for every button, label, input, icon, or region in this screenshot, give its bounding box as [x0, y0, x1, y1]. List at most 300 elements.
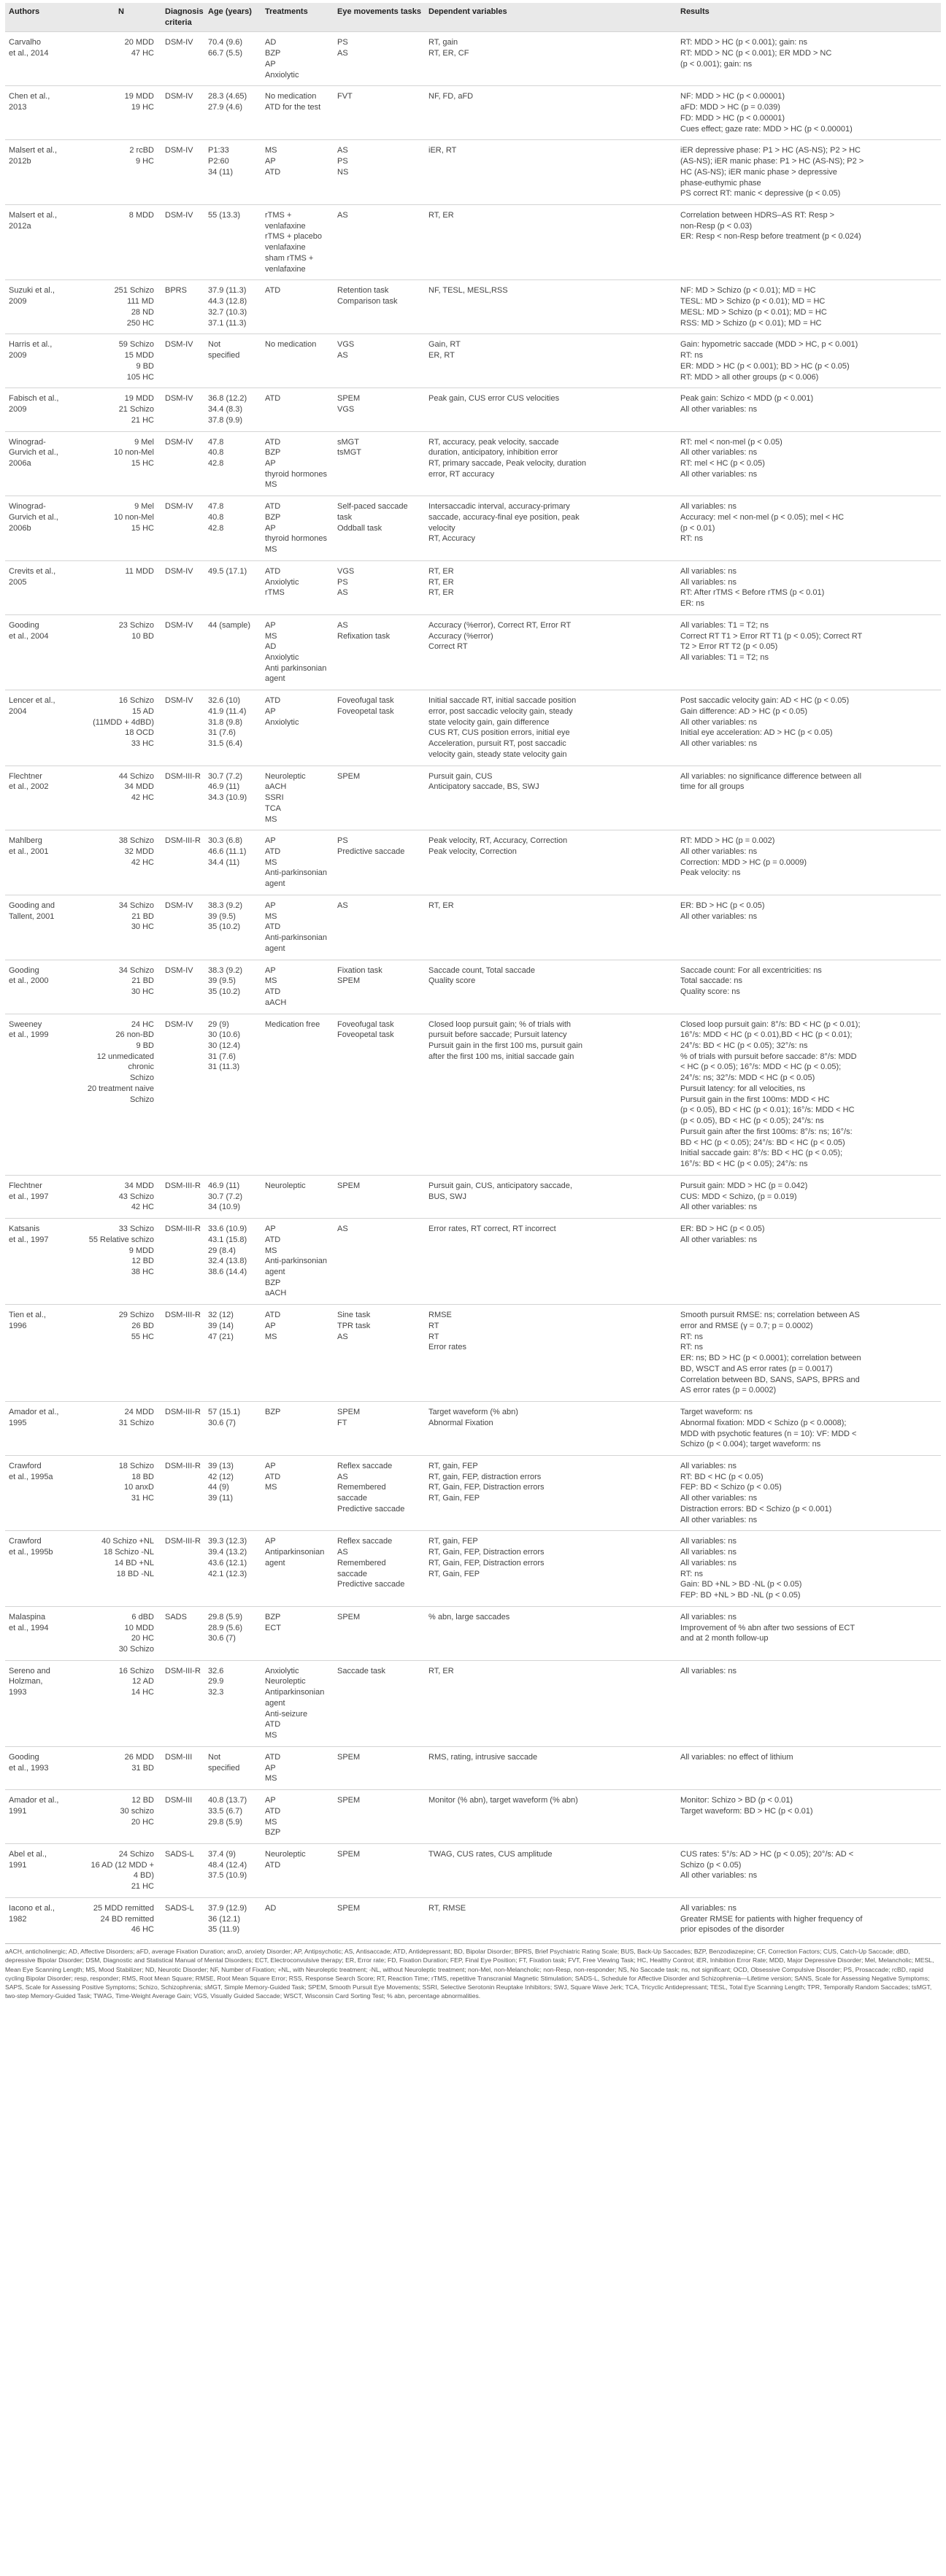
cell-dependent-variables-line: Error rates: [428, 1343, 466, 1352]
cell-results-line: aFD: MDD > HC (p = 0.039): [680, 103, 780, 112]
cell-age: [204, 86, 261, 140]
cell-dependent-variables: [425, 1014, 677, 1175]
cell-results-line: Total saccade: ns: [680, 976, 742, 986]
cell-authors-line: Gurvich et al.,: [9, 448, 58, 458]
cell-authors-line: 1996: [9, 1321, 27, 1330]
cell-authors-line: Tallent, 2001: [9, 911, 55, 921]
cell-age-line: 30.6 (7): [208, 1634, 236, 1643]
cell-dependent-variables: [425, 690, 677, 766]
cell-dependent-variables-line: RT, Gain, FEP: [428, 1494, 480, 1503]
cell-age-line: specified: [208, 351, 240, 360]
cell-age-line: 34 (10.9): [208, 1203, 241, 1212]
cell-results-line: PS correct RT: manic < depressive (p < 0.05): [680, 189, 841, 198]
cell-results-line: All other variables: ns: [680, 911, 758, 921]
cell-results-line: Closed loop pursuit gain: 8°/s: BD < HC (p < 0.01);: [680, 1019, 861, 1029]
cell-results-line: Pursuit latency: for all velocities, ns: [680, 1084, 806, 1093]
cell-tasks: [334, 895, 425, 960]
cell-tasks-line: Self-paced saccade: [337, 502, 408, 512]
cell-age: [204, 1219, 261, 1305]
cell-results-line: All other variables: ns: [680, 448, 758, 458]
cell-dependent-variables-line: after the first 100 ms, initial saccade gain: [428, 1052, 574, 1061]
cell-authors-line: 1991: [9, 1860, 27, 1870]
table-row: [5, 560, 941, 614]
cell-treatments-line: AP: [265, 620, 276, 630]
cell-authors-line: Gooding: [9, 1752, 39, 1762]
cell-diagnosis-line: DSM-IV: [165, 146, 193, 155]
cell-treatments-line: Anti parkinsonian: [265, 663, 327, 673]
cell-tasks-line: PS: [337, 157, 348, 166]
cell-results: [677, 1790, 941, 1844]
table-row: [5, 960, 941, 1014]
cell-n-line: 21 BD: [131, 976, 154, 986]
cell-treatments-line: agent: [265, 1267, 285, 1276]
cell-dependent-variables: [425, 280, 677, 334]
cell-n-line: 31 HC: [131, 1494, 154, 1503]
cell-n-line: 40 Schizo +NL: [101, 1537, 154, 1546]
cell-dependent-variables: [425, 830, 677, 895]
cell-dependent-variables-line: RT, gain, FEP, distraction errors: [428, 1472, 542, 1481]
cell-tasks: [334, 1844, 425, 1898]
table-row: [5, 1455, 941, 1530]
cell-results: [677, 1897, 941, 1940]
cell-results-line: All variables: ns: [680, 1612, 737, 1621]
cell-results-line: RT: ns: [680, 1343, 703, 1352]
cell-results: [677, 614, 941, 690]
cell-tasks: [334, 1897, 425, 1940]
cell-age: [204, 1790, 261, 1844]
cell-results-line: All other variables: ns: [680, 847, 758, 856]
cell-tasks: [334, 690, 425, 766]
cell-authors: [5, 496, 81, 561]
table-footnote: aACH, anticholinergic; AD, Affective Disorders; aFD, average Fixation Duration; anxD, anxiety Disorder; AP, Antipsychotic; AS, Antisaccade; ATD, Antidepressant; BD, Bipolar Disorder; BPRS, Brief Psychiatric Rating Scale; BUS, Back-Up Saccades; BZP, Benzodiazepine; CF, Correction Factors; CUS, Catch-Up Saccade; dBD, depressive Bipolar Disorder; DSM, Diagnostic and Statistical Manual of Mental Disorders; ECT, Electroconvulsive therapy; ER, Error rate; FD, Fixation Duration; FEP, Final Eye Position; FT, Fixation task; FVT, Free Viewing Task; HC, Healthy Control; iER, Inhibition Error Rate; MDD, Major Depressive Disorder; Mel, Melancholic; MESL, Mean Eye Scanning Length; MS, Mood Stabilizer; ND, Neurotic Disorder; NF, Number of Fixation; +NL, with Neuroleptic treatment; -NL, without Neuroleptic treatment; non-Mel, non-Melancholic; non-Resp, non-responder; NS, No Saccade task; ns, not significant; OCD, Obsessive Compulsive Disorder; PS, Prosaccade; rcBD, rapid cycling Bipolar Disorder; resp, responder; RMS, Root Mean Square; RMSE, Root Mean Square Error; RSS, Response Search Score; RT, Reaction Time; rTMS, repetitive Transcranial Magnetic Stimulation; SADS-L, Schedule for Affective Disorder and Schizophrenia—Lifetime version; SANS, Scale for Assessing Negative Symptoms; SAPS, Scale for Assessing Positive Symptoms; Schizo, Schizophrenia; sMGT, Simple Memory-Guided Task; SPEM, Smooth Pursuit Eye Movements; SSRI, Selective Serotonin Reuptake Inhibitors; SWJ, Square Wave Jerk; TCA, Tricyclic Antidepressant; TESL, Total Eye Scanning Length; TPR, Temporally Random Saccades; tsMGT, two-step Memory-Guided Task; TWAG, Time-Weight Average Gain; VGS, Visually Guided Saccade; WSCT, Wisconsin Card Sorting Test; % abn, percentage abnormalities.: [5, 1943, 941, 2000]
cell-diagnosis-line: DSM-III-R: [165, 1537, 201, 1546]
cell-age: [204, 1606, 261, 1660]
cell-results-line: ER: BD > HC (p < 0.05): [680, 1225, 765, 1234]
cell-authors-line: 1993: [9, 1688, 27, 1697]
cell-diagnosis: [161, 1790, 204, 1844]
table-row: [5, 1790, 941, 1844]
table-row: [5, 1402, 941, 1456]
cell-authors-line: et al., 2014: [9, 49, 49, 58]
cell-treatments-line: sham rTMS +: [265, 253, 314, 263]
cell-authors-line: Winograd-: [9, 502, 46, 512]
cell-n-line: 16 Schizo: [118, 696, 154, 706]
cell-n-line: 15 AD: [132, 706, 154, 716]
cell-n-line: 30 Schizo: [118, 1645, 154, 1654]
cell-treatments-line: Anxiolytic: [265, 652, 299, 662]
cell-authors-line: Chen et al.,: [9, 92, 50, 101]
cell-dependent-variables-line: error, RT accuracy: [428, 469, 495, 479]
table-row: [5, 1305, 941, 1402]
cell-tasks: [334, 140, 425, 205]
cell-diagnosis-line: DSM-IV: [165, 1019, 193, 1029]
cell-diagnosis: [161, 1402, 204, 1456]
cell-results-line: Accuracy: mel < non-mel (p < 0.05); mel < HC: [680, 512, 845, 522]
cell-tasks-line: Sine task: [337, 1311, 371, 1320]
cell-diagnosis: [161, 496, 204, 561]
cell-treatments: [261, 766, 334, 830]
cell-tasks-line: Predictive saccade: [337, 1580, 405, 1589]
header-results: Results: [677, 3, 941, 32]
cell-treatments-line: Anxiolytic: [265, 717, 299, 727]
cell-age-line: Not: [208, 340, 221, 350]
cell-results-line: All other variables: ns: [680, 405, 758, 414]
cell-results-line: ER: Resp < non-Resp before treatment (p < 0.024): [680, 232, 861, 242]
cell-tasks-line: SPEM: [337, 1612, 361, 1621]
table-row: [5, 614, 941, 690]
cell-treatments-line: TCA: [265, 803, 281, 813]
cell-tasks: [334, 830, 425, 895]
cell-results-line: RT: mel < non-mel (p < 0.05): [680, 437, 782, 447]
cell-age-line: 48.4 (12.4): [208, 1860, 247, 1870]
cell-authors: [5, 614, 81, 690]
cell-diagnosis-line: DSM-IV: [165, 502, 193, 512]
cell-age: [204, 32, 261, 86]
cell-n-line: 18 BD -NL: [116, 1569, 154, 1578]
cell-age-line: 43.6 (12.1): [208, 1558, 247, 1567]
cell-tasks-line: AS: [337, 620, 348, 630]
cell-n-line: 34 Schizo: [118, 901, 154, 910]
cell-tasks-line: SPEM: [337, 1408, 361, 1417]
cell-n-line: (11MDD + 4dBD): [93, 717, 154, 727]
header-age: Age (years): [204, 3, 261, 32]
cell-results-line: ER: BD > HC (p < 0.05): [680, 901, 765, 910]
cell-n: [81, 205, 161, 280]
cell-dependent-variables: [425, 895, 677, 960]
cell-results-line: Peak velocity: ns: [680, 868, 741, 878]
table-row: [5, 830, 941, 895]
cell-n: [81, 960, 161, 1014]
cell-n-line: 42 HC: [131, 1203, 154, 1212]
cell-tasks: [334, 560, 425, 614]
cell-treatments: [261, 960, 334, 1014]
cell-treatments: [261, 496, 334, 561]
cell-diagnosis: [161, 1305, 204, 1402]
cell-results-line: TESL: MD > Schizo (p < 0.01); MD = HC: [680, 297, 826, 306]
cell-diagnosis: [161, 388, 204, 431]
cell-results-line: Distraction errors: BD < Schizo (p < 0.001): [680, 1504, 832, 1513]
cell-age-line: 36 (12.1): [208, 1914, 241, 1924]
cell-authors: [5, 766, 81, 830]
cell-results-line: Initial saccade gain: 8°/s: BD < HC (p < 0.05);: [680, 1149, 843, 1158]
cell-n-line: Schizo: [129, 1073, 154, 1083]
cell-diagnosis: [161, 560, 204, 614]
cell-tasks: [334, 960, 425, 1014]
cell-results-line: RT: MDD > HC (p = 0.002): [680, 836, 775, 846]
cell-n: [81, 1660, 161, 1746]
header-eye-movements-tasks: Eye movements tasks: [334, 3, 425, 32]
cell-dependent-variables-line: BUS, SWJ: [428, 1192, 466, 1201]
cell-age-line: 32.4 (13.8): [208, 1257, 247, 1266]
cell-results-line: BD < HC (p < 0.05); 24°/s: BD < HC (p < 0.05): [680, 1138, 845, 1147]
cell-dependent-variables-line: Pursuit gain in the first 100 ms, pursuit gain: [428, 1041, 582, 1051]
cell-tasks-line: SPEM: [337, 771, 361, 781]
cell-age-line: 35 (10.2): [208, 922, 241, 932]
cell-n-line: 42 HC: [131, 793, 154, 803]
cell-treatments: [261, 334, 334, 388]
cell-diagnosis: [161, 334, 204, 388]
cell-authors: [5, 86, 81, 140]
cell-tasks-line: VGS: [337, 405, 355, 414]
cell-treatments-line: rTMS + venlafaxine: [265, 211, 306, 231]
cell-dependent-variables-line: CUS RT, CUS position errors, initial eye: [428, 728, 570, 738]
cell-dependent-variables-line: Target waveform (% abn): [428, 1408, 518, 1417]
cell-dependent-variables-line: RT, accuracy, peak velocity, saccade: [428, 437, 559, 447]
cell-tasks-line: VGS: [337, 566, 355, 576]
cell-results-line: prior episodes of the disorder: [680, 1925, 785, 1935]
cell-age-line: 36.8 (12.2): [208, 394, 247, 404]
cell-dependent-variables-line: RT, ER: [428, 577, 454, 587]
cell-tasks-line: Reflex saccade: [337, 1537, 393, 1546]
cell-age-line: 47.8: [208, 437, 224, 447]
cell-n: [81, 766, 161, 830]
cell-treatments-line: agent: [265, 879, 285, 889]
cell-results-line: Improvement of % abn after two sessions of ECT: [680, 1623, 855, 1632]
cell-n: [81, 86, 161, 140]
cell-results: [677, 496, 941, 561]
cell-treatments-line: MS: [265, 814, 277, 824]
cell-n-line: 20 HC: [131, 1634, 154, 1643]
cell-authors-line: Fabisch et al.,: [9, 394, 59, 404]
cell-results-line: All variables: T1 = T2; ns: [680, 652, 769, 662]
cell-authors: [5, 1219, 81, 1305]
cell-age-line: 37.9 (12.9): [208, 1903, 247, 1913]
cell-tasks-line: SPEM: [337, 1181, 361, 1190]
cell-authors: [5, 1402, 81, 1456]
cell-results-line: Correlation between HDRS–AS RT: Resp >: [680, 211, 835, 220]
cell-age: [204, 1014, 261, 1175]
cell-tasks-line: AS: [337, 588, 348, 598]
cell-tasks: [334, 1660, 425, 1746]
cell-results-line: HC (AS-NS); iER manic phase > depressive: [680, 167, 837, 177]
cell-age-line: 30.7 (7.2): [208, 771, 243, 781]
cell-authors-line: Malaspina: [9, 1612, 46, 1621]
cell-dependent-variables: [425, 1790, 677, 1844]
cell-authors: [5, 830, 81, 895]
cell-results: [677, 205, 941, 280]
cell-authors: [5, 140, 81, 205]
cell-results-line: FEP: BD +NL > BD -NL (p < 0.05): [680, 1591, 801, 1600]
cell-tasks-line: NS: [337, 167, 349, 177]
table-row: [5, 140, 941, 205]
cell-dependent-variables-line: Error rates, RT correct, RT incorrect: [428, 1225, 556, 1234]
cell-tasks-line: tsMGT: [337, 448, 361, 458]
cell-diagnosis: [161, 960, 204, 1014]
cell-treatments: [261, 614, 334, 690]
cell-results-line: Pursuit gain after the first 100ms: 8°/s: ns; 16°/s:: [680, 1127, 853, 1136]
cell-tasks-line: AS: [337, 351, 348, 360]
cell-dependent-variables-line: Accuracy (%error): [428, 631, 493, 641]
cell-age-line: 28.3 (4.65): [208, 92, 247, 101]
cell-age-line: 44 (9): [208, 1483, 229, 1492]
cell-treatments-line: Neuroleptic: [265, 771, 306, 781]
cell-age: [204, 431, 261, 496]
cell-age-line: 28.9 (5.6): [208, 1623, 243, 1632]
cell-tasks: [334, 1219, 425, 1305]
cell-authors: [5, 1790, 81, 1844]
cell-authors-line: Flechtner: [9, 1181, 42, 1190]
cell-results-line: All variables: ns: [680, 502, 737, 512]
cell-dependent-variables: [425, 1402, 677, 1456]
cell-tasks-line: AS: [337, 1225, 348, 1234]
cell-n-line: 55 HC: [131, 1332, 154, 1341]
cell-tasks-line: Comparison task: [337, 297, 398, 306]
cell-results-line: 24°/s: ns; 32°/s: MDD < HC (p < 0.05): [680, 1073, 815, 1083]
cell-n-line: 29 Schizo: [118, 1311, 154, 1320]
cell-n-line: 21 HC: [131, 415, 154, 425]
cell-dependent-variables-line: RT: [428, 1332, 439, 1341]
cell-n-line: 15 HC: [131, 458, 154, 468]
cell-tasks-line: Refixation task: [337, 631, 391, 641]
cell-authors: [5, 960, 81, 1014]
cell-age: [204, 1402, 261, 1456]
cell-results-line: phase-euthymic phase: [680, 178, 761, 188]
cell-treatments-line: MS: [265, 1731, 277, 1740]
cell-n-line: 10 anxD: [124, 1483, 154, 1492]
cell-age-line: 30.3 (6.8): [208, 836, 243, 846]
cell-dependent-variables-line: Peak velocity, RT, Accuracy, Correction: [428, 836, 568, 846]
cell-n-line: 24 Schizo: [118, 1850, 154, 1859]
cell-diagnosis-line: DSM-III-R: [165, 1311, 201, 1320]
cell-age: [204, 766, 261, 830]
cell-results-line: All other variables: ns: [680, 1494, 758, 1503]
cell-n: [81, 32, 161, 86]
cell-age-line: 30 (10.6): [208, 1030, 241, 1040]
cell-results-line: iER depressive phase: P1 > HC (AS-NS); P2 > HC: [680, 146, 861, 155]
cell-age-line: 33.6 (10.9): [208, 1225, 247, 1234]
header-n: N: [81, 3, 161, 32]
cell-tasks-line: Remembered: [337, 1558, 386, 1567]
cell-dependent-variables-line: Accuracy (%error), Correct RT, Error RT: [428, 620, 572, 630]
cell-authors: [5, 205, 81, 280]
cell-results-line: (p < 0.01): [680, 523, 715, 533]
cell-tasks-line: SPEM: [337, 976, 361, 986]
cell-n-line: 30 HC: [131, 987, 154, 997]
cell-age: [204, 1660, 261, 1746]
cell-diagnosis: [161, 1455, 204, 1530]
cell-treatments: [261, 1746, 334, 1789]
cell-age-line: 38.3 (9.2): [208, 965, 243, 975]
cell-age: [204, 280, 261, 334]
cell-n-line: 10 non-Mel: [113, 448, 154, 458]
cell-tasks: [334, 1531, 425, 1606]
cell-diagnosis-line: DSM-III-R: [165, 1225, 201, 1234]
cell-dependent-variables-line: Correct RT: [428, 642, 468, 652]
cell-dependent-variables: [425, 1660, 677, 1746]
table-row: [5, 32, 941, 86]
cell-treatments-line: ATD: [265, 987, 281, 997]
cell-tasks: [334, 86, 425, 140]
cell-age: [204, 140, 261, 205]
cell-results-line: Smooth pursuit RMSE: ns; correlation between AS: [680, 1311, 860, 1320]
cell-dependent-variables-line: error, post saccadic velocity gain, steady: [428, 706, 573, 716]
cell-diagnosis: [161, 32, 204, 86]
cell-tasks: [334, 1175, 425, 1218]
cell-n-line: 16 Schizo: [118, 1666, 154, 1675]
cell-n-line: 24 BD remitted: [100, 1914, 154, 1924]
cell-treatments-line: BZP: [265, 1278, 281, 1287]
cell-age-line: 42.8: [208, 458, 224, 468]
cell-age: [204, 496, 261, 561]
cell-results-line: RT: MDD > all other groups (p < 0.006): [680, 372, 819, 382]
cell-n-line: 33 Schizo: [118, 1225, 154, 1234]
cell-results: [677, 1531, 941, 1606]
cell-age: [204, 1897, 261, 1940]
cell-results-line: < HC (p < 0.05); 16°/s: MDD < HC (p < 0.05);: [680, 1063, 842, 1072]
cell-n-line: 25 MDD remitted: [93, 1903, 154, 1913]
cell-results-line: 16°/s: MDD < HC (p < 0.01),BD < HC (p < 0.01);: [680, 1030, 853, 1040]
cell-treatments-line: ATD: [265, 394, 281, 404]
cell-authors-line: Amador et al.,: [9, 1408, 59, 1417]
cell-results: [677, 895, 941, 960]
cell-age-line: 29.9: [208, 1677, 224, 1686]
cell-results: [677, 280, 941, 334]
cell-dependent-variables-line: Abnormal Fixation: [428, 1418, 493, 1427]
table-row: [5, 1746, 941, 1789]
cell-treatments-line: AP: [265, 836, 276, 846]
cell-results: [677, 1660, 941, 1746]
cell-dependent-variables-line: RT, gain: [428, 38, 458, 47]
cell-n-line: 105 HC: [126, 372, 154, 382]
cell-results-line: All variables: no effect of lithium: [680, 1752, 793, 1762]
cell-dependent-variables-line: velocity gain, steady state velocity gain: [428, 749, 567, 759]
cell-results-line: (p < 0.001); gain: ns: [680, 59, 753, 69]
cell-n-line: 10 non-Mel: [113, 512, 154, 522]
cell-tasks-line: Foveofugal task: [337, 1019, 394, 1029]
cell-dependent-variables-line: NF, TESL, MESL,RSS: [428, 286, 508, 296]
cell-tasks: [334, 1305, 425, 1402]
cell-n-line: 12 BD: [131, 1257, 154, 1266]
cell-results-line: RT: mel < HC (p < 0.05): [680, 458, 765, 468]
cell-authors-line: et al., 1994: [9, 1623, 49, 1632]
cell-tasks-line: VGS: [337, 340, 355, 350]
cell-age: [204, 1844, 261, 1898]
cell-tasks: [334, 1402, 425, 1456]
cell-dependent-variables-line: velocity: [428, 523, 455, 533]
cell-dependent-variables-line: Pursuit gain, CUS: [428, 771, 493, 781]
cell-dependent-variables-line: Peak velocity, Correction: [428, 847, 517, 856]
cell-n: [81, 895, 161, 960]
cell-n-line: 111 MD: [127, 297, 154, 306]
cell-n-line: 15 MDD: [124, 351, 154, 360]
cell-n-line: 8 MDD: [128, 211, 154, 220]
cell-treatments-line: ATD: [265, 696, 281, 706]
cell-diagnosis-line: BPRS: [165, 286, 187, 296]
cell-dependent-variables-line: Quality score: [428, 976, 476, 986]
cell-results-line: NF: MD > Schizo (p < 0.01); MD = HC: [680, 286, 816, 296]
cell-results-line: Pursuit gain: MDD > HC (p = 0.042): [680, 1181, 808, 1190]
cell-authors: [5, 690, 81, 766]
cell-diagnosis: [161, 1219, 204, 1305]
cell-results-line: CUS: MDD < Schizo, (p = 0.019): [680, 1192, 797, 1201]
cell-results-line: time for all groups: [680, 782, 745, 792]
cell-authors: [5, 1014, 81, 1175]
cell-results: [677, 140, 941, 205]
cell-authors-line: Suzuki et al.,: [9, 286, 55, 296]
cell-treatments-line: agent: [265, 1698, 285, 1708]
cell-treatments-line: ATD: [265, 1752, 281, 1762]
cell-age-line: 30.6 (7): [208, 1418, 236, 1427]
cell-results-line: All other variables: ns: [680, 1871, 758, 1881]
cell-n-line: 18 Schizo: [118, 1461, 154, 1470]
cell-treatments-line: Anti-parkinsonian: [265, 933, 327, 943]
cell-dependent-variables-line: Pursuit gain, CUS, anticipatory saccade,: [428, 1181, 572, 1190]
cell-n-line: 24 HC: [131, 1019, 154, 1029]
cell-results-line: Correlation between BD, SANS, SAPS, BPRS and: [680, 1375, 860, 1384]
cell-treatments-line: ATD: [265, 847, 281, 856]
cell-treatments: [261, 1175, 334, 1218]
cell-age-line: 37.8 (9.9): [208, 415, 243, 425]
